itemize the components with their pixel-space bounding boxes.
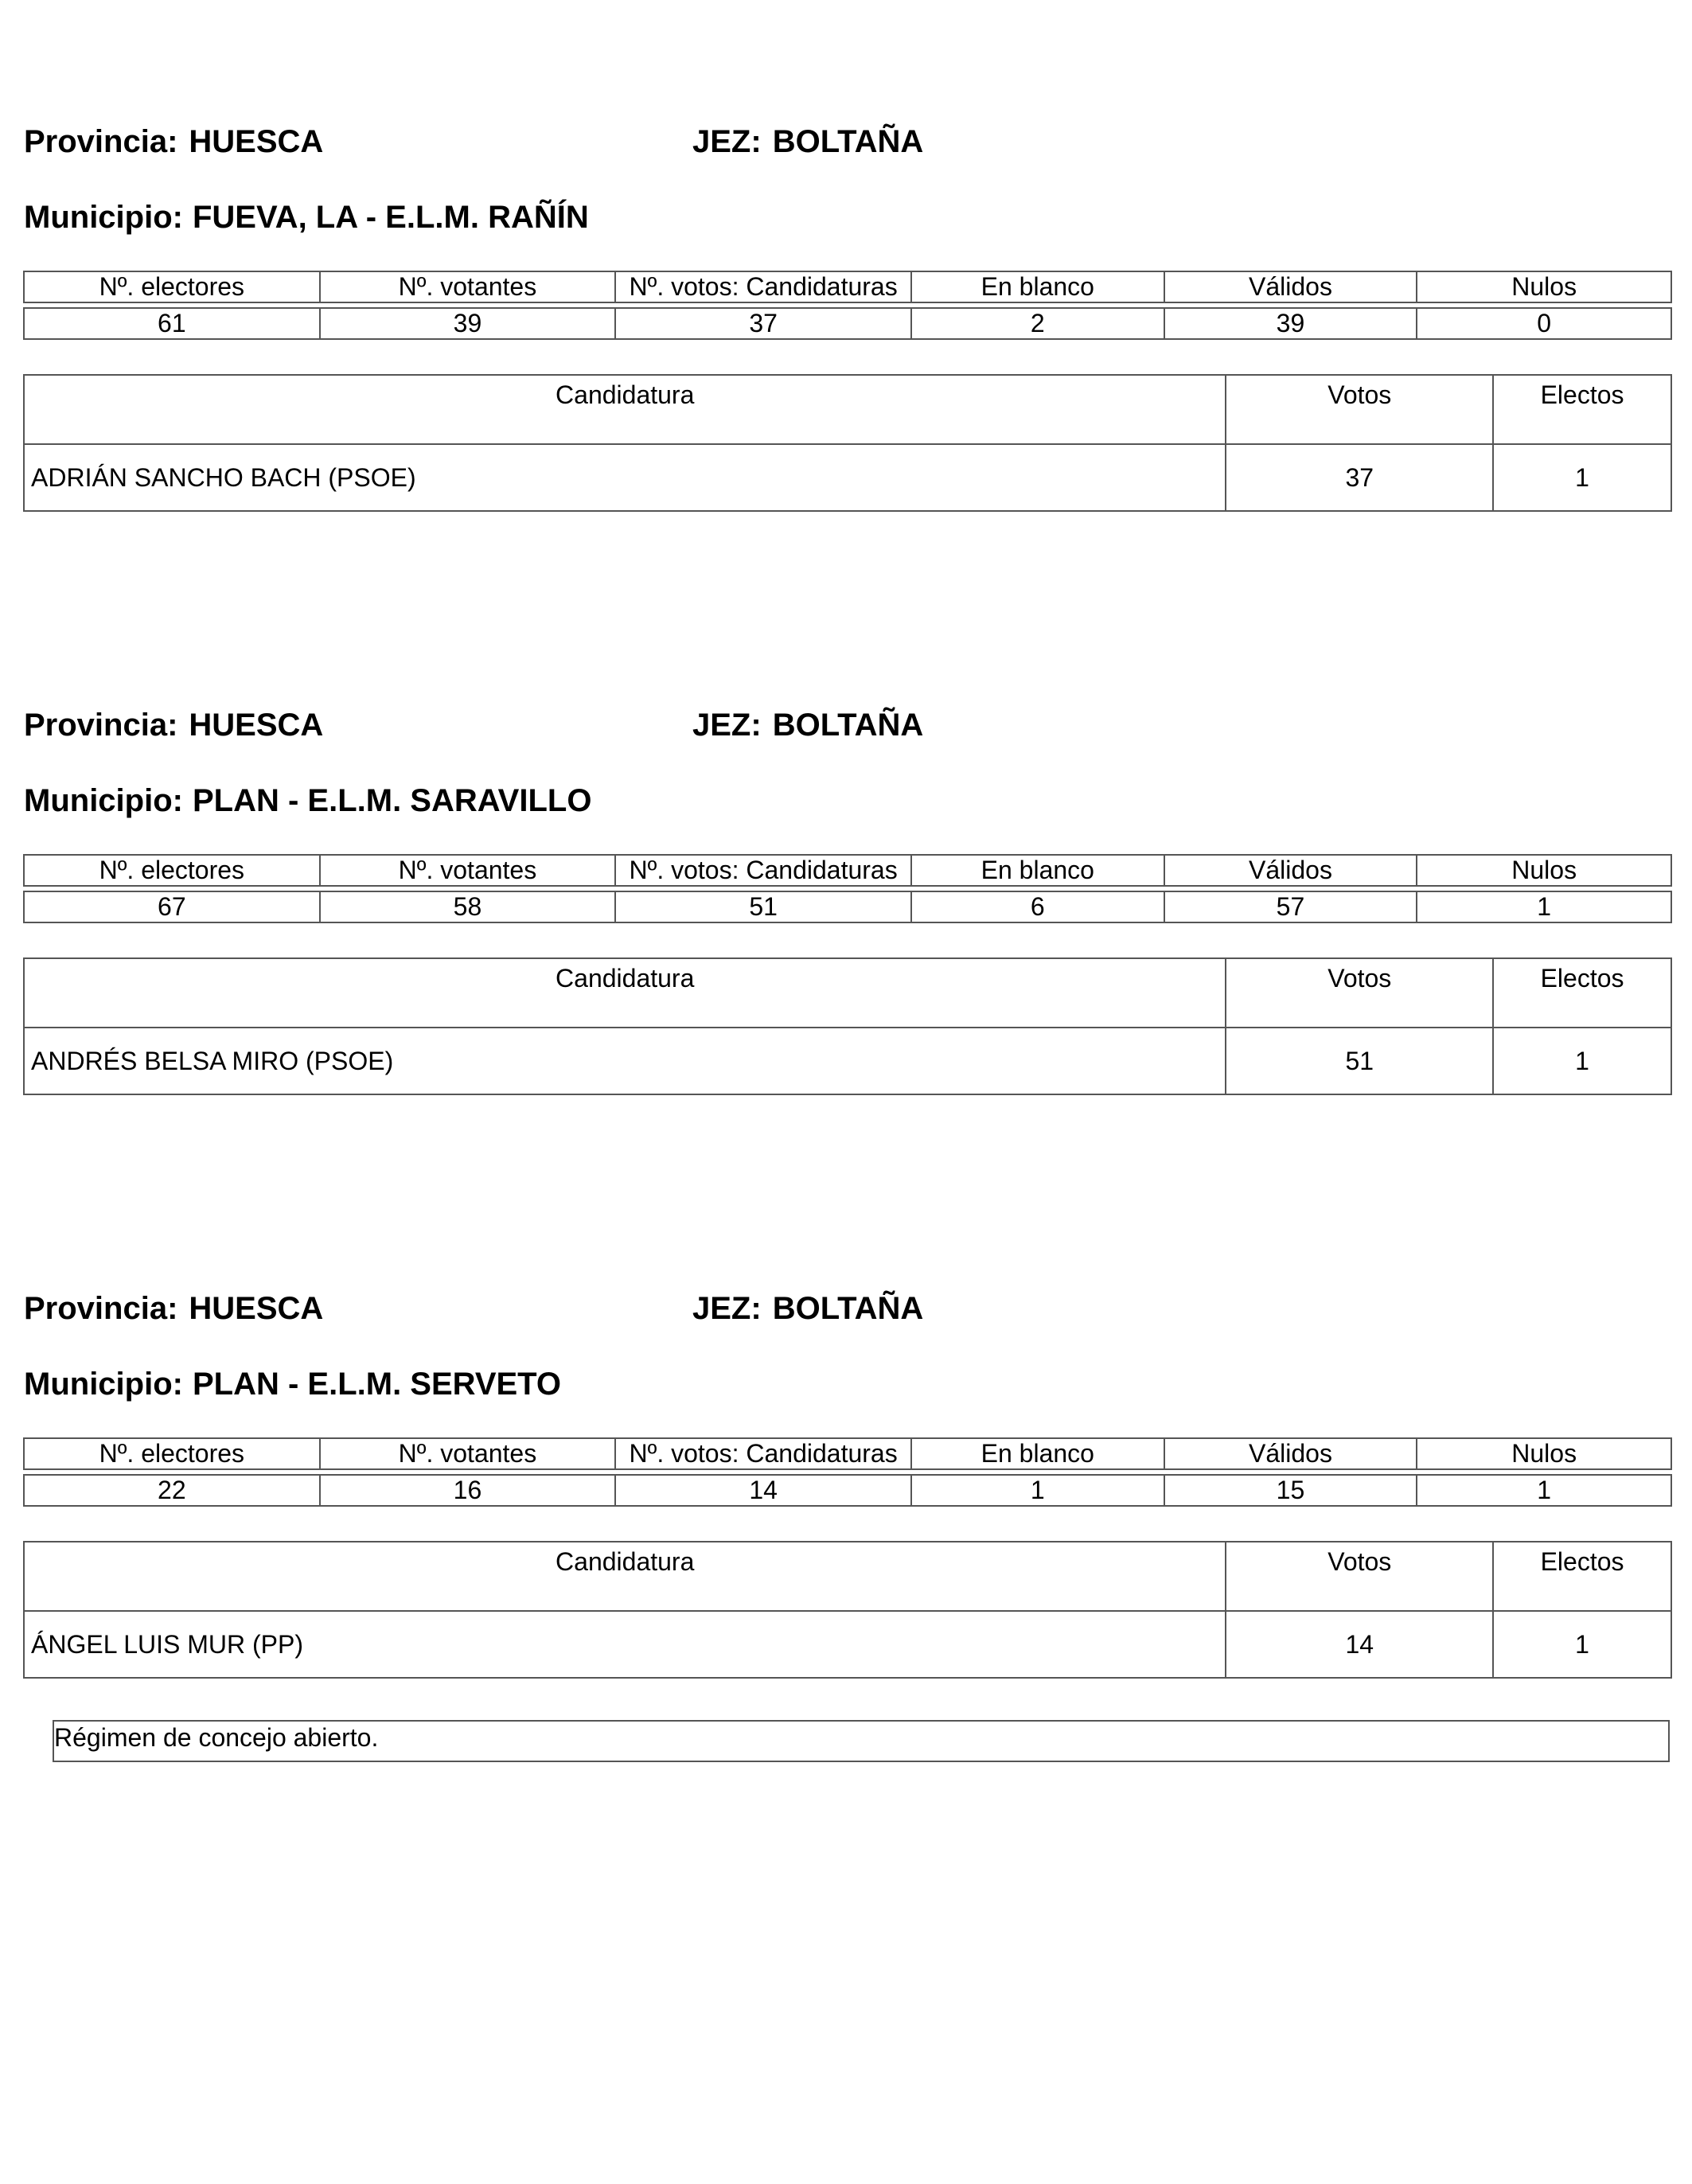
stats-header-cell: Nº. votantes bbox=[320, 855, 616, 886]
stats-value-cell: 16 bbox=[320, 1475, 616, 1506]
candidatura-header: Candidatura bbox=[24, 1542, 1226, 1611]
stats-header-cell: Nº. electores bbox=[24, 1438, 320, 1469]
candidates-table bbox=[23, 374, 1672, 512]
stats-value-cell: 57 bbox=[1164, 891, 1417, 922]
stats-value-row bbox=[24, 308, 1671, 339]
stats-header-row bbox=[24, 1438, 1671, 1469]
candidate-votos: 37 bbox=[1226, 444, 1493, 511]
vote-stats-table bbox=[23, 854, 1672, 923]
stats-header-cell: Nº. electores bbox=[24, 855, 320, 886]
stats-value-row bbox=[24, 891, 1671, 922]
municipio-value: PLAN - E.L.M. SERVETO bbox=[192, 1367, 561, 1402]
stats-value-cell: 61 bbox=[24, 308, 320, 339]
stats-value-cell: 51 bbox=[615, 891, 911, 922]
stats-value-cell: 15 bbox=[1164, 1475, 1417, 1506]
stats-value-cell: 1 bbox=[1417, 1475, 1671, 1506]
candidate-name: ANDRÉS BELSA MIRO (PSOE) bbox=[24, 1028, 1226, 1094]
stats-value-cell: 14 bbox=[615, 1475, 911, 1506]
stats-value-cell: 58 bbox=[320, 891, 616, 922]
provincia-line: Provincia: HUESCA bbox=[24, 708, 324, 743]
candidate-electos: 1 bbox=[1493, 444, 1671, 511]
votos-header: Votos bbox=[1226, 375, 1493, 444]
regime-note: Régimen de concejo abierto. bbox=[53, 1720, 1670, 1762]
electos-header: Electos bbox=[1493, 1542, 1671, 1611]
stats-header-cell: Nulos bbox=[1417, 855, 1671, 886]
provincia-value: HUESCA bbox=[189, 1291, 324, 1326]
stats-header-cell: Nº. votos: Candidaturas bbox=[615, 271, 911, 302]
candidate-row bbox=[24, 1028, 1671, 1094]
candidate-name: ADRIÁN SANCHO BACH (PSOE) bbox=[24, 444, 1226, 511]
stats-value-cell: 6 bbox=[911, 891, 1164, 922]
candidate-electos: 1 bbox=[1493, 1611, 1671, 1678]
electos-header: Electos bbox=[1493, 958, 1671, 1028]
stats-value-row bbox=[24, 1475, 1671, 1506]
candidatura-header: Candidatura bbox=[24, 958, 1226, 1028]
vote-stats-table bbox=[23, 1437, 1672, 1507]
stats-value-cell: 67 bbox=[24, 891, 320, 922]
candidate-row bbox=[24, 1611, 1671, 1678]
candidates-header-row bbox=[24, 375, 1671, 444]
provincia-line: Provincia: HUESCA bbox=[24, 124, 324, 159]
municipio-line: Municipio: PLAN - E.L.M. SARAVILLO bbox=[24, 783, 592, 818]
votos-header: Votos bbox=[1226, 1542, 1493, 1611]
provincia-value: HUESCA bbox=[189, 124, 324, 159]
stats-header-cell: Nulos bbox=[1417, 1438, 1671, 1469]
stats-value-cell: 1 bbox=[911, 1475, 1164, 1506]
municipality-section-1 bbox=[0, 0, 1692, 589]
stats-header-cell: Válidos bbox=[1164, 271, 1417, 302]
stats-header-cell: Nulos bbox=[1417, 271, 1671, 302]
candidates-table bbox=[23, 957, 1672, 1095]
stats-value-cell: 0 bbox=[1417, 308, 1671, 339]
stats-header-cell: Nº. votantes bbox=[320, 1438, 616, 1469]
jez-line: JEZ: BOLTAÑA bbox=[692, 708, 924, 743]
stats-value-cell: 39 bbox=[1164, 308, 1417, 339]
stats-header-cell: Nº. votantes bbox=[320, 271, 616, 302]
stats-header-cell: Válidos bbox=[1164, 855, 1417, 886]
stats-value-cell: 37 bbox=[615, 308, 911, 339]
candidate-electos: 1 bbox=[1493, 1028, 1671, 1094]
municipio-value: FUEVA, LA - E.L.M. RAÑÍN bbox=[192, 200, 589, 235]
votos-header: Votos bbox=[1226, 958, 1493, 1028]
stats-header-cell: En blanco bbox=[911, 271, 1164, 302]
stats-header-row bbox=[24, 855, 1671, 886]
municipality-section-3 bbox=[0, 1167, 1692, 1756]
jez-value: BOLTAÑA bbox=[772, 124, 924, 159]
candidate-votos: 14 bbox=[1226, 1611, 1493, 1678]
stats-header-cell: En blanco bbox=[911, 855, 1164, 886]
stats-header-cell: Válidos bbox=[1164, 1438, 1417, 1469]
candidates-header-row bbox=[24, 1542, 1671, 1611]
municipality-section-2 bbox=[0, 583, 1692, 1172]
stats-header-cell: Nº. votos: Candidaturas bbox=[615, 1438, 911, 1469]
candidate-name: ÁNGEL LUIS MUR (PP) bbox=[24, 1611, 1226, 1678]
provincia-value: HUESCA bbox=[189, 708, 324, 743]
candidates-table bbox=[23, 1541, 1672, 1679]
stats-header-cell: Nº. votos: Candidaturas bbox=[615, 855, 911, 886]
provincia-line: Provincia: HUESCA bbox=[24, 1291, 324, 1326]
stats-value-cell: 22 bbox=[24, 1475, 320, 1506]
jez-value: BOLTAÑA bbox=[772, 708, 924, 743]
stats-value-cell: 39 bbox=[320, 308, 616, 339]
jez-line: JEZ: BOLTAÑA bbox=[692, 1291, 924, 1326]
jez-line: JEZ: BOLTAÑA bbox=[692, 124, 924, 159]
municipio-value: PLAN - E.L.M. SARAVILLO bbox=[192, 783, 592, 818]
electos-header: Electos bbox=[1493, 375, 1671, 444]
stats-value-cell: 1 bbox=[1417, 891, 1671, 922]
stats-header-cell: Nº. electores bbox=[24, 271, 320, 302]
stats-value-cell: 2 bbox=[911, 308, 1164, 339]
stats-header-row bbox=[24, 271, 1671, 302]
candidate-votos: 51 bbox=[1226, 1028, 1493, 1094]
candidates-header-row bbox=[24, 958, 1671, 1028]
municipio-line: Municipio: PLAN - E.L.M. SERVETO bbox=[24, 1367, 561, 1402]
candidate-row bbox=[24, 444, 1671, 511]
candidatura-header: Candidatura bbox=[24, 375, 1226, 444]
vote-stats-table bbox=[23, 271, 1672, 340]
stats-header-cell: En blanco bbox=[911, 1438, 1164, 1469]
municipio-line: Municipio: FUEVA, LA - E.L.M. RAÑÍN bbox=[24, 200, 589, 235]
jez-value: BOLTAÑA bbox=[772, 1291, 924, 1326]
